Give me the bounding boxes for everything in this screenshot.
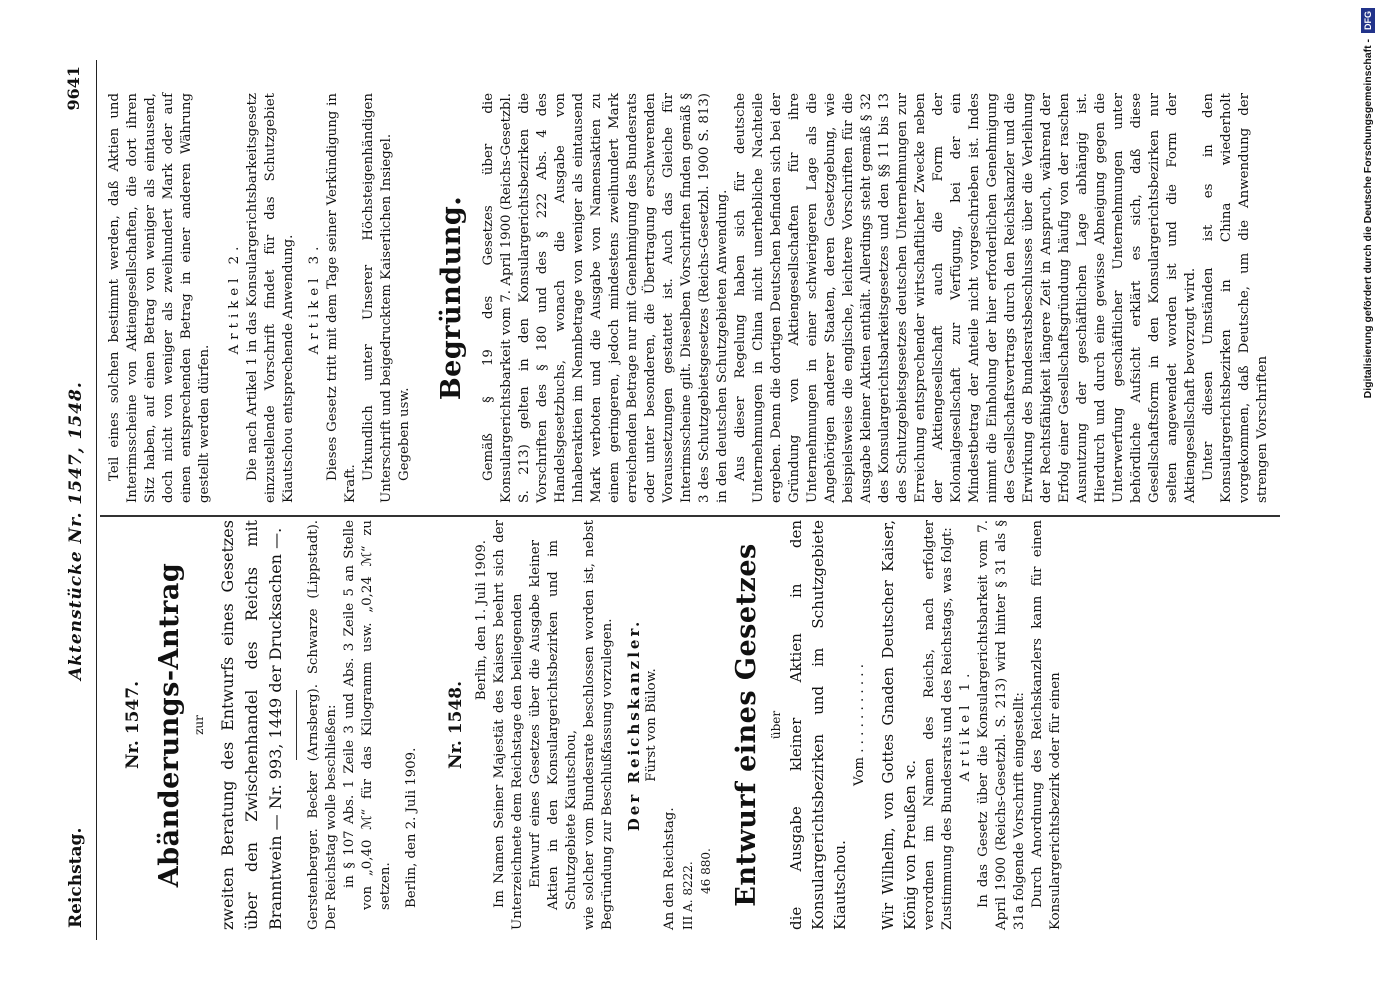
digitization-credit (1355, 8, 1381, 993)
signature-title: Der Reichskanzler. (625, 618, 643, 832)
verordnen: verordnen im Namen des Reichs, nach erfolgter Zustimmung des Bundesrats und des Reichstags, was folgt: (922, 520, 955, 930)
right-column (106, 93, 1272, 503)
begruendung-p1: Gemäß § 19 des Gesetzes über die Konsulargerichtsbarkeit vom 7. April 1900 (Reichs-Gesetzbl. S. 213) gelten in den Konsulargerichtsbezirken die Vorschriften des § 180 und des § 222 Abs. 4 des Handelsgesetzbuchs, wonach die Ausgabe von Inhaberaktien im Nennbetrage von weniger als eintausend Mark verboten und die Ausgabe von Namensaktien zu einem geringeren, jedoch mindestens zweihundert Mark erreichenden Betrage nur mit Genehmigung des Bundesrats oder unter besonderen, die Übertragung erschwerenden Voraussetzungen gestattet ist. Auch das Gleiche für Interimsscheine gilt. Dieselben Vorschriften finden gemäß § 3 des Schutzgebietsgesetzes (Reichs-Gesetzbl. 1900 S. 813) in den deutschen Schutzgebieten Anwendung. (481, 93, 730, 503)
entwurf-title: Entwurf eines Gesetzes (731, 543, 762, 907)
addressee: An den Reichstag. (662, 807, 677, 930)
ref-number-2: 46 880. (699, 848, 713, 894)
title-1547: Abänderungs-Antrag (154, 562, 185, 888)
artikel-2: Artikel 2. (227, 241, 242, 355)
gegeben: Gegeben usw. (397, 387, 412, 481)
artikel-1-quote: Durch Anordnung des Reichskanzlers kann für einen Konsulargerichtsbezirk oder für einen (1030, 520, 1063, 930)
header-left: Reichstag. (66, 827, 86, 928)
zur-label: zur (192, 715, 206, 735)
left-column (106, 520, 1065, 930)
ueber-label: über (769, 710, 783, 740)
wir-wilhelm: Wir Wilhelm, von Gottes Gnaden Deutscher Kaiser, König von Preußen ꝛc. (879, 520, 919, 930)
nr-1547: Nr. 1547. (123, 681, 143, 770)
intro-1548: Im Namen Seiner Majestät des Kaisers beehrt sich der Unterzeichnete dem Reichstage den beiliegenden (492, 520, 525, 930)
artikel-3-text: Dieses Gesetz tritt mit dem Tage seiner Verkündigung in Kraft. (325, 93, 358, 503)
artikel-2-text: Die nach Artikel 1 in das Konsulargerichtsbarkeitsgesetz einzustellende Vorschrift findet für das Schutzgebiet Kiautschou entsprechende Anwendung. (245, 93, 296, 503)
dfg-logo: DFG (1361, 8, 1375, 33)
vom-line: Vom . . . . . . . . . . . (852, 664, 867, 786)
artikel-1: Artikel 1. (958, 668, 973, 782)
intro-1548-end: wie solcher vom Bundesrate beschlossen worden ist, nebst Begründung zur Beschlußfassung vorzulegen. (582, 520, 615, 930)
ref-number-1: III A. 8222. (681, 861, 695, 930)
header-center: Aktenstücke Nr. 1547, 1548. (66, 381, 86, 680)
signature-name: Fürst von Bülow. (644, 668, 659, 782)
column-divider (100, 516, 1280, 518)
intro-1547: zweiten Beratung des Entwurfs eines Gesetzes über den Zwischenhandel des Reichs mit Branntwein — Nr. 993, 1449 der Drucksachen —. (218, 520, 285, 930)
entwurf-ref: Entwurf eines Gesetzes über die Ausgabe kleiner Aktien in den Konsulargerichtsbezirken und im Schutzgebiete Kiautschou, (528, 540, 579, 910)
nr-1548: Nr. 1548. (446, 681, 466, 770)
begruendung-p2: Aus dieser Regelung haben sich für deutsche Unternehmungen in China nicht unerhebliche Nachteile ergeben. Denn die dortigen Deutschen befinden sich bei der Gründung von Aktiengesellschaften für ihre Unternehmungen in einer schwierigeren Lage als die Angehörigen anderer Staaten, deren Gesetzgebung, wie beispielsweise die englische, leichtere Vorschriften für die Ausgabe kleiner Aktien enthält. Allerdings steht gemäß § 32 des Konsulargerichtsbarkeitsgesetzes und den §§ 11 bis 13 des Schutzgebietsgesetzes deutschen Unternehmungen zur Erreichung entsprechender wirtschaftlicher Zwecke neben der Aktiengesellschaft auch die Form der Kolonialgesellschaft zur Verfügung, bei der ein Mindestbetrag der Anteile nicht vorgeschrieben ist. Indes nimmt die Einholung der hier erforderlichen Genehmigung des Gesellschaftsvertrags durch den Reichskanzler und die Erwirkung des Bundesratsbeschlusses über die Verleihung der Rechtsfähigkeit längere Zeit in Anspruch, während der Erfolg einer Gesellschaftsgründung häufig von der raschen Ausnutzung der geschäftlichen Lage abhängig ist. Hierdurch und durch eine gewisse Abneigung gegen die Unterwerfung geschäftlicher Unternehmungen unter behördliche Aufsicht erklärt es sich, daß diese Gesellschaftsform in den Konsulargerichtsbezirken nur selten angewendet worden ist und die Form der Aktiengesellschaft bevorzugt wird. (733, 93, 1198, 503)
signers: Gerstenberger. Becker (Arnsberg). Schwarze (Lippstadt). Der Reichstag wolle beschließen: (306, 520, 339, 930)
artikel-1-text: In das Gesetz über die Konsulargerichtsbarkeit vom 7. April 1900 (Reichs-Gesetzbl. S. 213) wird hinter § 31 als § 31a folgende Vorschrift eingestellt: (976, 520, 1027, 930)
artikel-1-cont: Teil eines solchen bestimmt werden, daß Aktien und Interimsscheine von Aktiengesellschaften, die dort ihren Sitz haben, auf einen Betrag von weniger als eintausend, doch nicht von weniger als zweihundert Mark oder auf einen entsprechenden Betrag in einer anderen Währung gestellt werden dürfen. (107, 93, 212, 503)
date-1547: Berlin, den 2. Juli 1909. (404, 747, 419, 908)
urkundlich: Urkundlich unter Unserer Höchsteigenhändigen Unterschrift und beigedrucktem Kaiserlichen Insiegel. (361, 93, 394, 503)
artikel-3: Artikel 3. (307, 241, 322, 355)
page-header (56, 60, 97, 940)
page-number: 9641 (64, 66, 83, 111)
entwurf-subtitle: die Ausgabe kleiner Aktien in den Konsulargerichtsbezirken und im Schutzgebiete Kiautschou. (787, 520, 849, 930)
begruendung-title: Begründung. (436, 195, 467, 401)
begruendung-p3: Unter diesen Umständen ist es in den Konsulargerichtsbezirken in China wiederholt vorgekommen, daß Deutsche, um die Anwendung der strengen Vorschriften (1201, 93, 1270, 503)
date-1548: Berlin, den 1. Juli 1909. (474, 540, 489, 701)
motion-text: in § 107 Abs. 1 Zeile 3 und Abs. 3 Zeile 5 an Stelle von „0,40 ℳ“ für das Kilogramm usw. „0,24 ℳ“ zu setzen. (342, 520, 393, 910)
credit-text: Digitalisierung gefördert durch die Deutsche Forschungsgemeinschaft - (1362, 39, 1374, 399)
